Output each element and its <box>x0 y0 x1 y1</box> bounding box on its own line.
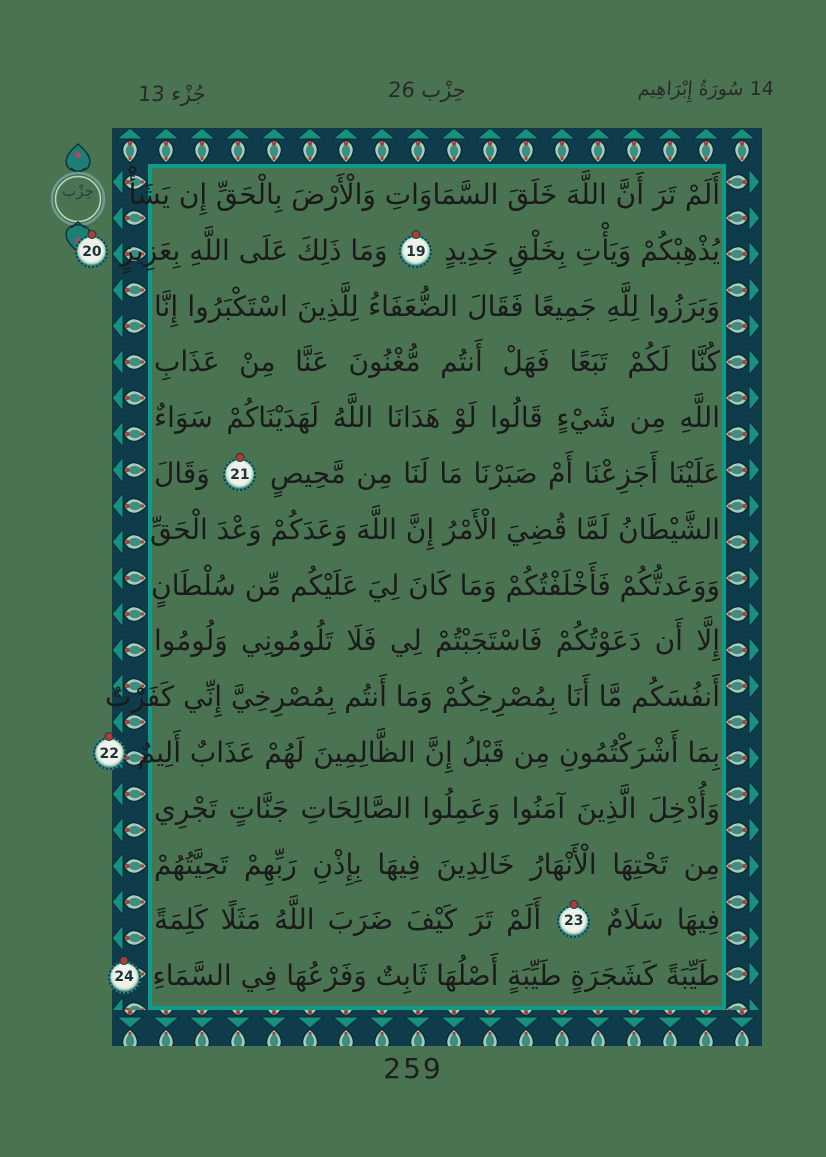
quran-line <box>154 613 720 669</box>
ayah-text: وَوَعَدتُّكُمْ فَأَخْلَفْتُكُمْ وَمَا كَانَ لِيَ عَلَيْكُم مِّن سُلْطَانٍ <box>151 568 720 602</box>
ayah-text: اللَّهِ مِن شَيْءٍ قَالُوا لَوْ هَدَانَا اللَّهُ لَهَدَيْنَاكُمْ سَوَاءٌ <box>154 401 720 435</box>
quran-line <box>154 334 720 390</box>
quran-line <box>82 223 720 279</box>
quran-line <box>154 837 720 893</box>
ayah-text: مِن تَحْتِهَا الْأَنْهَارُ خَالِدِينَ فِيهَا بِإِذْنِ رَبِّهِمْ تَحِيَّتُهُمْ <box>154 847 720 881</box>
surah-title-label: 14 سُورَةُ إِبْرَاهِيم <box>637 78 775 100</box>
ayah-text: بِمَا أَشْرَكْتُمُونِ مِن قَبْلُ إِنَّ الظَّالِمِينَ لَهُمْ عَذَابٌ أَلِيمٌ <box>137 735 720 769</box>
quran-line <box>151 558 720 614</box>
ayah-text: عَلَيْنَا أَجَزِعْنَا أَمْ صَبَرْنَا مَا لَنَا مِن مَّحِيصٍ <box>269 456 720 490</box>
ayah-text: إِلَّا أَن دَعَوْتُكُمْ فَاسْتَجَبْتُمْ لِي فَلَا تَلُومُونِي وَلُومُوا <box>154 624 720 658</box>
quran-line <box>99 725 720 781</box>
quran-line <box>150 502 720 558</box>
ayah-text: طَيِّبَةً كَشَجَرَةٍ طَيِّبَةٍ أَصْلُهَا ثَابِتٌ وَفَرْعُهَا فِي السَّمَاءِ <box>152 959 720 993</box>
ayah-text: كُنَّا لَكُمْ تَبَعًا فَهَلْ أَنتُم مُّغْنُونَ عَنَّا مِنْ عَذَابِ <box>154 345 720 379</box>
quran-line <box>128 167 720 223</box>
quran-line <box>154 279 720 335</box>
quran-line <box>154 446 720 502</box>
hizb-medallion-label: حِزْب <box>62 182 94 200</box>
juz-label: جُزْء 13 <box>137 82 207 106</box>
quran-line <box>114 948 720 1004</box>
ayah-text: يُذْهِبْكُمْ وَيَأْتِ بِخَلْقٍ جَدِيدٍ <box>444 233 720 267</box>
page-number: 259 <box>383 1052 443 1085</box>
quran-text-area <box>82 167 720 1005</box>
ayah-end-marker: 24 <box>108 961 141 994</box>
ayah-text: وَبَرَزُوا لِلَّهِ جَمِيعًا فَقَالَ الضُّعَفَاءُ لِلَّذِينَ اسْتَكْبَرُوا إِنَّا <box>154 289 720 323</box>
ayah-end-marker: 22 <box>93 737 126 770</box>
quran-line <box>104 669 720 725</box>
ayah-end-marker: 20 <box>75 235 108 268</box>
hizb-label: حِزْب 26 <box>387 78 467 102</box>
quran-line <box>154 390 720 446</box>
ayah-text: وَأُدْخِلَ الَّذِينَ آمَنُوا وَعَمِلُوا الصَّالِحَاتِ جَنَّاتٍ تَجْرِي <box>154 791 720 825</box>
ayah-end-marker: 23 <box>557 905 590 938</box>
ayah-text: أَلَمْ تَرَ أَنَّ اللَّهَ خَلَقَ السَّمَاوَاتِ وَالْأَرْضَ بِالْحَقِّ إِن يَشَأْ <box>128 178 720 211</box>
ayah-text: أَلَمْ تَرَ كَيْفَ ضَرَبَ اللَّهُ مَثَلًا كَلِمَةً <box>154 903 542 937</box>
ayah-text: فِيهَا سَلَامٌ <box>606 903 720 937</box>
quran-line <box>154 892 720 948</box>
ayah-text: أَنفُسَكُم مَّا أَنَا بِمُصْرِخِكُمْ وَمَا أَنتُم بِمُصْرِخِيَّ إِنِّي كَفَرْتُ <box>104 680 720 714</box>
ayah-text: وَقَالَ <box>154 456 210 490</box>
ayah-text: الشَّيْطَانُ لَمَّا قُضِيَ الْأَمْرُ إِنَّ اللَّهَ وَعَدَكُمْ وَعْدَ الْحَقِّ <box>150 512 720 546</box>
ayah-end-marker: 21 <box>223 458 256 491</box>
quran-line <box>154 781 720 837</box>
ayah-text: وَمَا ذَلِكَ عَلَى اللَّهِ بِعَزِيزٍ <box>120 233 388 267</box>
ayah-end-marker: 19 <box>399 235 432 268</box>
